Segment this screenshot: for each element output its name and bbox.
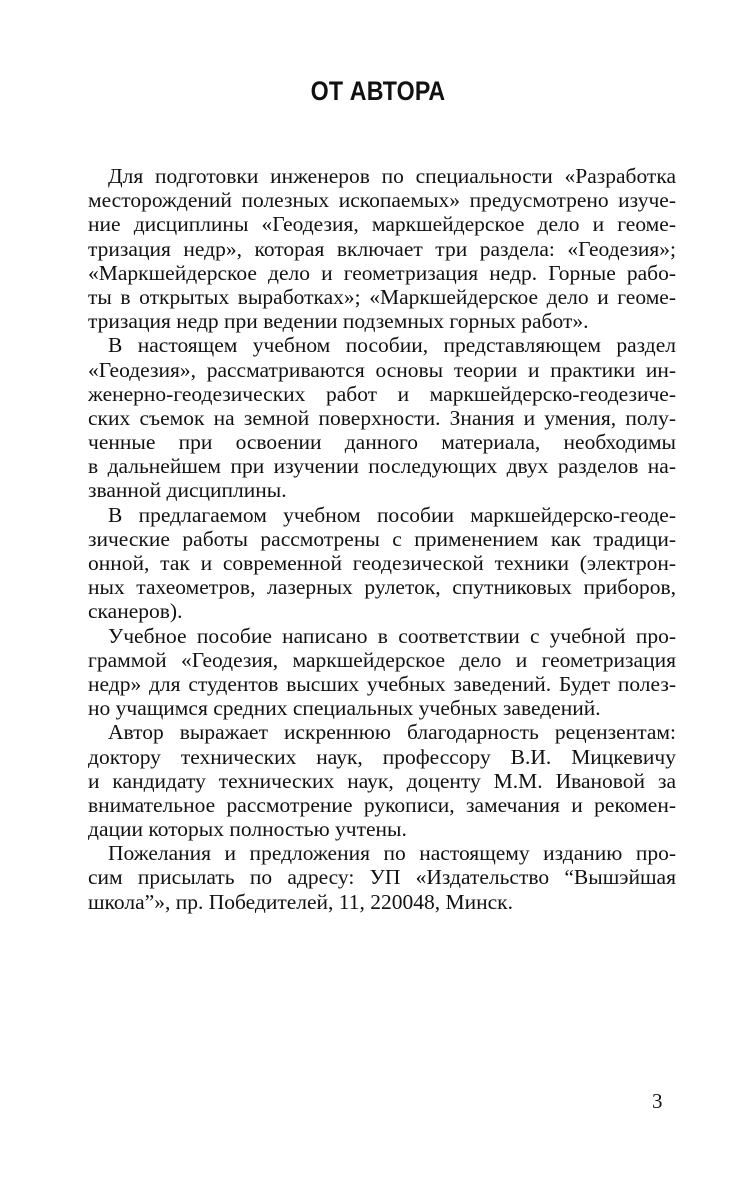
text-line: в дальнейшем при изучении последующих двух разделов на- <box>88 454 676 479</box>
text-line: школа”», пр. Победителей, 11, 220048, Минск. <box>88 889 513 914</box>
paragraph <box>88 720 676 841</box>
text-line: сим присылать по адресу: УП «Издательство “Вышэйшая <box>88 865 676 890</box>
text-line: Для подготовки инженеров по специальности «Разработка <box>108 164 676 188</box>
body-text <box>88 164 676 914</box>
text-line: Учебное пособие написано в соответствии с учебной про- <box>108 623 676 648</box>
text-line: граммой «Геодезия, маркшейдерское дело и геометризация <box>88 647 676 672</box>
text-line: В предлагаемом учебном пособии маркшейдерско-геоде- <box>108 502 676 527</box>
text-line: званной дисциплины. <box>88 478 287 503</box>
text-line: В настоящем учебном пособии, представляющем раздел <box>108 333 676 358</box>
text-line: доктору технических наук, профессору В.И. Мицкевичу <box>88 744 676 769</box>
text-line: ние дисциплины «Геодезия, маркшейдерское дело и геоме- <box>88 212 676 237</box>
text-line: тризация недр», которая включает три раздела: «Геодезия»; <box>88 236 676 261</box>
text-line: Автор выражает искреннюю благодарность рецензентам: <box>108 720 676 745</box>
paragraph <box>88 503 676 624</box>
text-line: тризация недр при ведении подземных горных работ». <box>88 309 589 334</box>
text-line: ских съемок на земной поверхности. Знания и умения, полу- <box>88 405 676 430</box>
text-line: Пожелания и предложения по настоящему изданию про- <box>108 841 676 866</box>
text-line: «Геодезия», рассматриваются основы теории и практики ин- <box>88 357 676 382</box>
text-line: месторождений полезных ископаемых» предусмотрено изуче- <box>88 188 676 213</box>
text-line: внимательное рассмотрение рукописи, замечания и рекомен- <box>88 792 676 817</box>
text-line: и кандидату технических наук, доценту М.М. Ивановой за <box>88 768 676 793</box>
text-line: сканеров). <box>88 599 183 624</box>
paragraph <box>88 841 676 914</box>
paragraph <box>88 333 676 502</box>
text-line: дации которых полностью учтены. <box>88 817 407 842</box>
text-line: женерно-геодезических работ и маркшейдерско-геодезиче- <box>88 381 676 406</box>
text-line: зические работы рассмотрены с применением как традици- <box>88 526 676 551</box>
page-number: 3 <box>652 1089 663 1113</box>
page-title: ОТ АВТОРА <box>310 76 446 106</box>
text-line: но учащимся средних специальных учебных заведений. <box>88 696 601 721</box>
text-line: недр» для студентов высших учебных заведений. Будет полез- <box>88 671 676 696</box>
paragraph <box>88 624 676 721</box>
text-line: «Маркшейдерское дело и геометризация недр. Горные рабо- <box>88 260 676 285</box>
text-line: онной, так и современной геодезической техники (электрон- <box>88 551 676 575</box>
text-line: ты в открытых выработках»; «Маркшейдерское дело и геоме- <box>88 284 676 309</box>
paragraph <box>88 164 676 333</box>
text-line: ченные при освоении данного материала, необходимы <box>88 430 676 455</box>
text-line: ных тахеометров, лазерных рулеток, спутниковых приборов, <box>88 575 676 600</box>
